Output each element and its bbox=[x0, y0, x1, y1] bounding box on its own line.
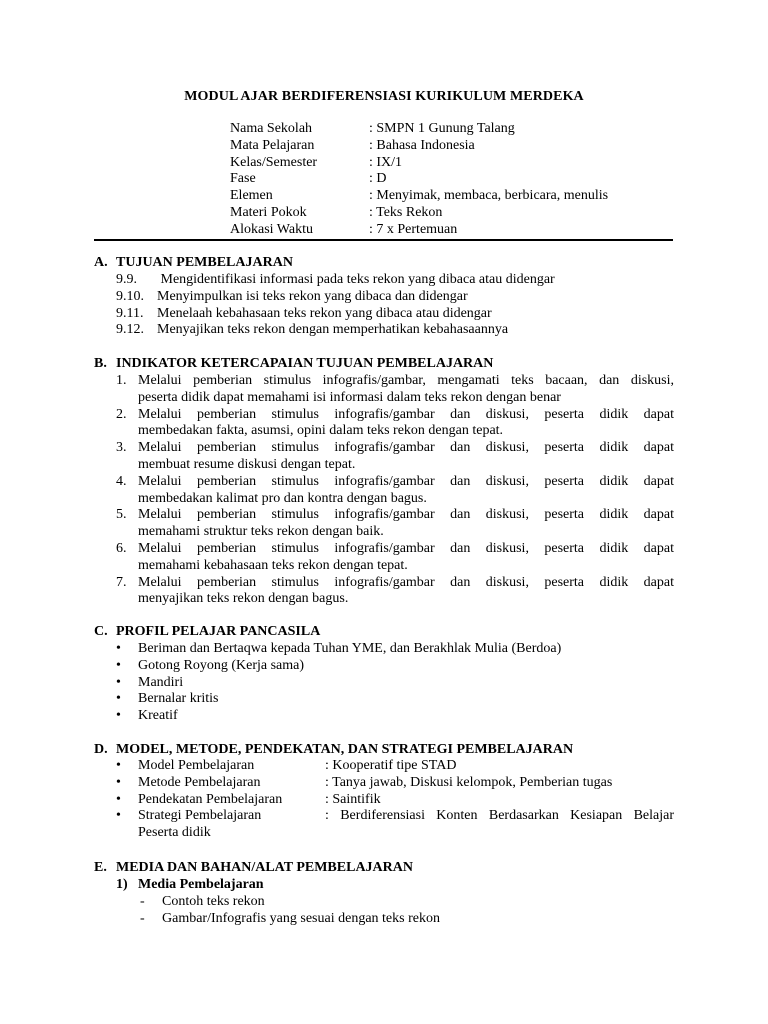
item-number: 1. bbox=[116, 373, 127, 388]
bullet-icon: • bbox=[116, 674, 121, 690]
item-value: : Kooperatif tipe STAD bbox=[325, 758, 457, 773]
item-text: Melalui pemberian stimulus infografis/gambar dan diskusi, peserta didik dapat bbox=[138, 507, 674, 523]
info-value: : Teks Rekon bbox=[369, 204, 443, 220]
item-label: Model Pembelajaran bbox=[138, 758, 255, 773]
list-item bbox=[116, 708, 561, 725]
section-heading-c bbox=[94, 624, 320, 641]
list-item bbox=[116, 911, 440, 928]
dash-icon: - bbox=[140, 893, 145, 909]
model-list bbox=[116, 758, 674, 842]
bullet-icon: • bbox=[116, 641, 121, 656]
list-item bbox=[116, 641, 561, 658]
item-number: 9.11. bbox=[116, 305, 144, 321]
info-label: Kelas/Semester bbox=[230, 154, 318, 170]
info-label: Elemen bbox=[230, 188, 273, 204]
item-number: 6. bbox=[116, 540, 127, 556]
item-number: 9.9. bbox=[116, 272, 137, 287]
info-row bbox=[230, 188, 608, 205]
item-text: Contoh teks rekon bbox=[162, 893, 265, 909]
item-text: Mandiri bbox=[138, 674, 184, 690]
list-item bbox=[116, 306, 555, 323]
info-label: Fase bbox=[230, 171, 256, 187]
item-number: 9.12. bbox=[116, 322, 144, 338]
item-value: : Berdiferensiasi Konten Berdasarkan Kesiapan Belajar bbox=[325, 808, 674, 824]
info-value: : 7 x Pertemuan bbox=[369, 221, 458, 237]
item-text: Melalui pemberian stimulus infografis/gambar dan diskusi, peserta didik dapat bbox=[138, 406, 674, 422]
info-row bbox=[230, 171, 608, 188]
bullet-icon: • bbox=[116, 691, 121, 707]
info-label: Materi Pokok bbox=[230, 204, 307, 220]
item-text: Gambar/Infografis yang sesuai dengan teks rekon bbox=[162, 910, 440, 926]
item-number: 7. bbox=[116, 574, 127, 590]
section-letter: D. bbox=[94, 742, 108, 757]
list-item bbox=[116, 541, 674, 575]
item-text: Melalui pemberian stimulus infografis/gambar dan diskusi, peserta didik dapat bbox=[138, 473, 674, 489]
item-value: : Tanya jawab, Diskusi kelompok, Pemberian tugas bbox=[325, 774, 613, 790]
info-row bbox=[230, 138, 608, 155]
item-number: 9.10. bbox=[116, 288, 144, 304]
section-title: INDIKATOR KETERCAPAIAN TUJUAN PEMBELAJARAN bbox=[116, 356, 494, 371]
objectives-list bbox=[116, 272, 555, 339]
item-text: Melalui pemberian stimulus infografis/gambar dan diskusi, peserta didik dapat bbox=[138, 440, 674, 456]
item-text: Menyimpulkan isi teks rekon yang dibaca dan didengar bbox=[157, 288, 468, 304]
info-value: : D bbox=[369, 171, 387, 187]
item-label: Metode Pembelajaran bbox=[138, 774, 261, 790]
section-letter: B. bbox=[94, 356, 107, 371]
list-item bbox=[116, 792, 674, 809]
info-row bbox=[230, 155, 608, 172]
item-text: Bernalar kritis bbox=[138, 691, 219, 707]
info-label: Mata Pelajaran bbox=[230, 137, 315, 153]
item-text-continued: membedakan kalimat pro dan kontra dengan bagus. bbox=[138, 490, 427, 506]
section-letter: E. bbox=[94, 860, 107, 875]
media-list bbox=[116, 877, 440, 927]
section-title: MEDIA DAN BAHAN/ALAT PEMBELAJARAN bbox=[116, 860, 414, 875]
item-text-continued: memahami struktur teks rekon dengan baik. bbox=[138, 524, 384, 540]
section-letter: A. bbox=[94, 255, 108, 270]
item-text: Beriman dan Bertaqwa kepada Tuhan YME, dan Berakhlak Mulia (Berdoa) bbox=[138, 641, 562, 656]
dash-icon: - bbox=[140, 910, 145, 926]
section-title: TUJUAN PEMBELAJARAN bbox=[116, 255, 293, 270]
section-letter: C. bbox=[94, 624, 108, 639]
item-text-continued: membedakan fakta, asumsi, opini dalam teks rekon dengan tepat. bbox=[138, 423, 504, 439]
list-item bbox=[116, 507, 674, 541]
profile-list bbox=[116, 641, 561, 725]
identity-table bbox=[230, 121, 608, 239]
list-item bbox=[116, 474, 674, 508]
list-item bbox=[116, 272, 555, 289]
info-value: : Menyimak, membaca, berbicara, menulis bbox=[369, 188, 609, 204]
subsection-title: Media Pembelajaran bbox=[138, 877, 264, 892]
item-text: Melalui pemberian stimulus infografis/gambar dan diskusi, peserta didik dapat bbox=[138, 574, 674, 590]
item-label: Strategi Pembelajaran bbox=[138, 808, 262, 824]
bullet-icon: • bbox=[116, 791, 121, 807]
item-label: Pendekatan Pembelajaran bbox=[138, 791, 283, 807]
item-text: Kreatif bbox=[138, 708, 178, 724]
bullet-icon: • bbox=[116, 808, 121, 824]
list-item bbox=[116, 407, 674, 441]
info-value: : Bahasa Indonesia bbox=[369, 137, 475, 153]
item-number: 3. bbox=[116, 440, 127, 456]
info-row bbox=[230, 121, 608, 138]
list-item bbox=[116, 373, 674, 407]
item-text: Menyajikan teks rekon dengan memperhatikan kebahasaannya bbox=[157, 322, 509, 338]
subsection-number: 1) bbox=[116, 877, 128, 892]
item-text: Mengidentifikasi informasi pada teks rekon yang dibaca atau didengar bbox=[157, 272, 555, 287]
item-text: Melalui pemberian stimulus infografis/gambar, mengamati teks bacaan, dan diskusi, bbox=[138, 373, 674, 388]
indicators-list bbox=[116, 373, 674, 608]
subsection-heading bbox=[116, 877, 440, 894]
item-text-continued: peserta didik dapat memahami isi informasi dalam teks rekon dengan benar bbox=[138, 389, 561, 405]
list-item bbox=[116, 658, 561, 675]
info-row bbox=[230, 205, 608, 222]
info-value: : IX/1 bbox=[369, 154, 403, 170]
list-item bbox=[116, 894, 440, 911]
list-item bbox=[116, 289, 555, 306]
section-heading-d bbox=[94, 742, 573, 759]
item-text: Menelaah kebahasaan teks rekon yang dibaca atau didengar bbox=[157, 305, 492, 321]
item-text: Gotong Royong (Kerja sama) bbox=[138, 657, 305, 673]
item-number: 2. bbox=[116, 406, 127, 422]
item-text: Melalui pemberian stimulus infografis/gambar dan diskusi, peserta didik dapat bbox=[138, 540, 674, 556]
item-number: 5. bbox=[116, 507, 127, 523]
section-title: MODEL, METODE, PENDEKATAN, DAN STRATEGI PEMBELAJARAN bbox=[116, 742, 574, 757]
list-item bbox=[116, 691, 561, 708]
item-value: : Saintifik bbox=[325, 791, 381, 807]
item-text-continued: menyajikan teks rekon dengan bagus. bbox=[138, 591, 349, 607]
info-row bbox=[230, 222, 608, 239]
info-value: : SMPN 1 Gunung Talang bbox=[369, 121, 515, 136]
bullet-icon: • bbox=[116, 657, 121, 673]
bullet-icon: • bbox=[116, 758, 121, 773]
list-item bbox=[116, 808, 674, 825]
section-title: PROFIL PELAJAR PANCASILA bbox=[116, 624, 321, 639]
item-number: 4. bbox=[116, 473, 127, 489]
info-label: Nama Sekolah bbox=[230, 121, 313, 136]
list-item bbox=[116, 775, 674, 792]
bullet-icon: • bbox=[116, 774, 121, 790]
section-heading-a bbox=[94, 255, 293, 272]
list-item bbox=[116, 675, 561, 692]
header-divider bbox=[94, 239, 673, 241]
section-heading-e bbox=[94, 860, 413, 877]
item-text-continued: Peserta didik bbox=[138, 825, 211, 841]
list-item bbox=[116, 322, 555, 339]
document-title: MODUL AJAR BERDIFERENSIASI KURIKULUM MERDEKA bbox=[184, 89, 584, 104]
list-item bbox=[116, 575, 674, 609]
info-label: Alokasi Waktu bbox=[230, 221, 313, 237]
list-item bbox=[116, 758, 674, 775]
item-text-continued: membuat resume diskusi dengan tepat. bbox=[138, 456, 356, 472]
list-item bbox=[116, 440, 674, 474]
section-heading-b bbox=[94, 356, 493, 373]
bullet-icon: • bbox=[116, 708, 121, 724]
item-text-continued: memahami kebahasaan teks rekon dengan tepat. bbox=[138, 557, 408, 573]
